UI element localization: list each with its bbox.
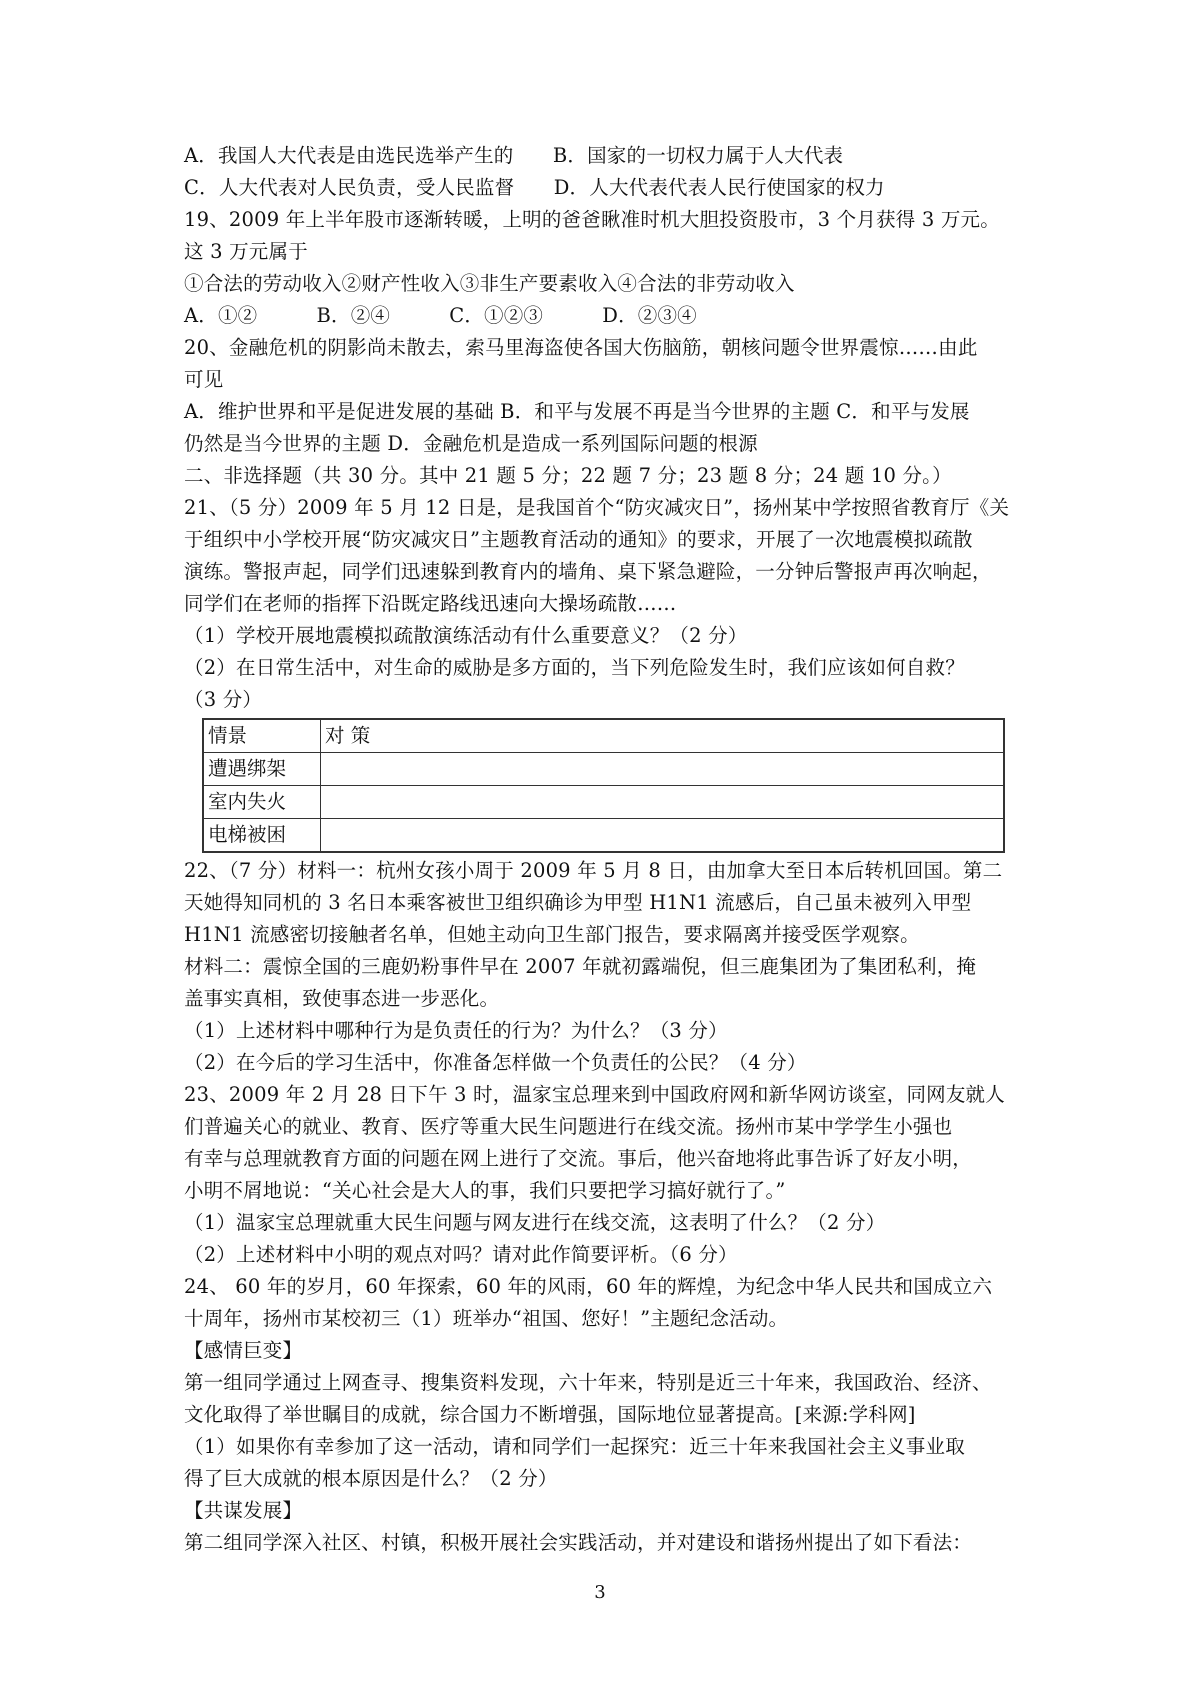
table-cell-scenario: 遭遇绑架: [203, 753, 321, 786]
q23-line2: 们普遍关心的就业、教育、医疗等重大民生问题进行在线交流。扬州市某中学学生小强也: [184, 1115, 953, 1138]
q19-options: A．①② B．②④ C．①②③ D．②③④: [184, 304, 697, 327]
table-cell-scenario: 室内失火: [203, 786, 321, 819]
q23-line1: 23、2009 年 2 月 28 日下午 3 时，温家宝总理来到中国政府网和新华网访谈室，同网友就人: [184, 1083, 1005, 1106]
q19-items: ①合法的劳动收入②财产性收入③非生产要素收入④合法的非劳动收入: [184, 272, 795, 295]
q22-line2: 天她得知同机的 3 名日本乘客被世卫组织确诊为甲型 H1N1 流感后，自己虽未被列入甲型: [184, 891, 972, 914]
page-number: 3: [594, 1582, 606, 1603]
question-text-block-bottom: [184, 855, 1044, 1559]
q19-line1: 19、2009 年上半年股市逐渐转暖，上明的爸爸瞅准时机大胆投资股市，3 个月获得 3 万元。: [184, 208, 1000, 231]
q22-line4: 材料二：震惊全国的三鹿奶粉事件早在 2007 年就初露端倪，但三鹿集团为了集团私利，掩: [184, 955, 977, 978]
q22-line3: H1N1 流感密切接触者名单，但她主动向卫生部门报告，要求隔离并接受医学观察。: [184, 923, 920, 946]
q21-line1: 21、（5 分）2009 年 5 月 12 日是，是我国首个“防灾减灾日”，扬州某中学按照省教育厅《关: [184, 496, 1010, 519]
table-row: [203, 786, 1004, 819]
q21-line4: 同学们在老师的指挥下沿既定路线迅速向大操场疏散……: [184, 592, 677, 615]
q18-options-cd: C．人大代表对人民负责，受人民监督 D．人大代表代表人民行使国家的权力: [184, 176, 885, 199]
q24-para1-line2: 文化取得了举世瞩目的成就，综合国力不断增强，国际地位显著提高。[来源:学科网]: [184, 1403, 916, 1426]
table-cell-scenario: 电梯被困: [203, 819, 321, 853]
q21-sub2-score: （3 分）: [184, 688, 263, 711]
q22-sub1: （1）上述材料中哪种行为是负责任的行为？为什么？（3 分）: [184, 1019, 728, 1042]
table-header-scenario: 情景: [203, 719, 321, 753]
q18-options-ab: A．我国人大代表是由选民选举产生的 B．国家的一切权力属于人大代表: [184, 144, 844, 167]
q23-line3: 有幸与总理就教育方面的问题在网上进行了交流。事后，他兴奋地将此事告诉了好友小明，: [184, 1147, 973, 1170]
q21-line2: 于组织中小学校开展“防灾减灾日”主题教育活动的通知》的要求，开展了一次地震模拟疏散: [184, 528, 973, 551]
q22-line1: 22、（7 分）材料一：杭州女孩小周于 2009 年 5 月 8 日，由加拿大至日本后转机回国。第二: [184, 859, 1003, 882]
q20-line2: 可见: [184, 368, 224, 391]
q20-options-2: 仍然是当今世界的主题 D．金融危机是造成一系列国际问题的根源: [184, 432, 758, 455]
q23-sub1: （1）温家宝总理就重大民生问题与网友进行在线交流，这表明了什么？（2 分）: [184, 1211, 886, 1234]
q23-sub2: （2）上述材料中小明的观点对吗？请对此作简要评析。（6 分）: [184, 1243, 738, 1266]
self-rescue-table: [202, 718, 1005, 853]
q20-line1: 20、金融危机的阴影尚未散去，索马里海盗使各国大伤脑筋，朝核问题令世界震惊……由此: [184, 336, 978, 359]
q22-sub2: （2）在今后的学习生活中，你准备怎样做一个负责任的公民？（4 分）: [184, 1051, 807, 1074]
q21-line3: 演练。警报声起，同学们迅速躲到教育内的墙角、桌下紧急避险，一分钟后警报声再次响起，: [184, 560, 992, 583]
q24-sub1-line2: 得了巨大成就的根本原因是什么？（2 分）: [184, 1467, 558, 1490]
q21-sub2: （2）在日常生活中，对生命的威胁是多方面的，当下列危险发生时，我们应该如何自救？: [184, 656, 965, 679]
exam-page-content: [184, 140, 1044, 1559]
q22-line5: 盖事实真相，致使事态进一步恶化。: [184, 987, 500, 1010]
q19-line2: 这 3 万元属于: [184, 240, 308, 263]
question-text-block-top: [184, 140, 1044, 716]
q24-heading2: 【共谋发展】: [184, 1499, 303, 1522]
q24-para2-line1: 第二组同学深入社区、村镇，积极开展社会实践活动，并对建设和谐扬州提出了如下看法：: [184, 1531, 973, 1554]
section2-heading: 二、非选择题（共 30 分。其中 21 题 5 分；22 题 7 分；23 题 8 分；24 题 10 分。）: [184, 464, 952, 487]
table-cell-answer[interactable]: [321, 819, 1005, 853]
table-row: [203, 819, 1004, 853]
q24-line1: 24、 60 年的岁月，60 年探索，60 年的风雨，60 年的辉煌，为纪念中华人民共和国成立六: [184, 1275, 993, 1298]
q24-heading1: 【感情巨变】: [184, 1339, 303, 1362]
q24-line2: 十周年，扬州市某校初三（1）班举办“祖国、您好！”主题纪念活动。: [184, 1307, 789, 1330]
q24-para1-line1: 第一组同学通过上网查寻、搜集资料发现，六十年来，特别是近三十年来，我国政治、经济、: [184, 1371, 992, 1394]
table-header-row: [203, 719, 1004, 753]
table-cell-answer[interactable]: [321, 786, 1005, 819]
table-cell-answer[interactable]: [321, 753, 1005, 786]
q24-sub1-line1: （1）如果你有幸参加了这一活动，请和同学们一起探究：近三十年来我国社会主义事业取: [184, 1435, 965, 1458]
q20-options-1: A．维护世界和平是促进发展的基础 B．和平与发展不再是当今世界的主题 C．和平与发展: [184, 400, 970, 423]
q23-line4: 小明不屑地说：“关心社会是大人的事，我们只要把学习搞好就行了。”: [184, 1179, 786, 1202]
q21-sub1: （1）学校开展地震模拟疏散演练活动有什么重要意义？（2 分）: [184, 624, 748, 647]
table-header-countermeasure: 对 策: [321, 719, 1005, 753]
table-row: [203, 753, 1004, 786]
